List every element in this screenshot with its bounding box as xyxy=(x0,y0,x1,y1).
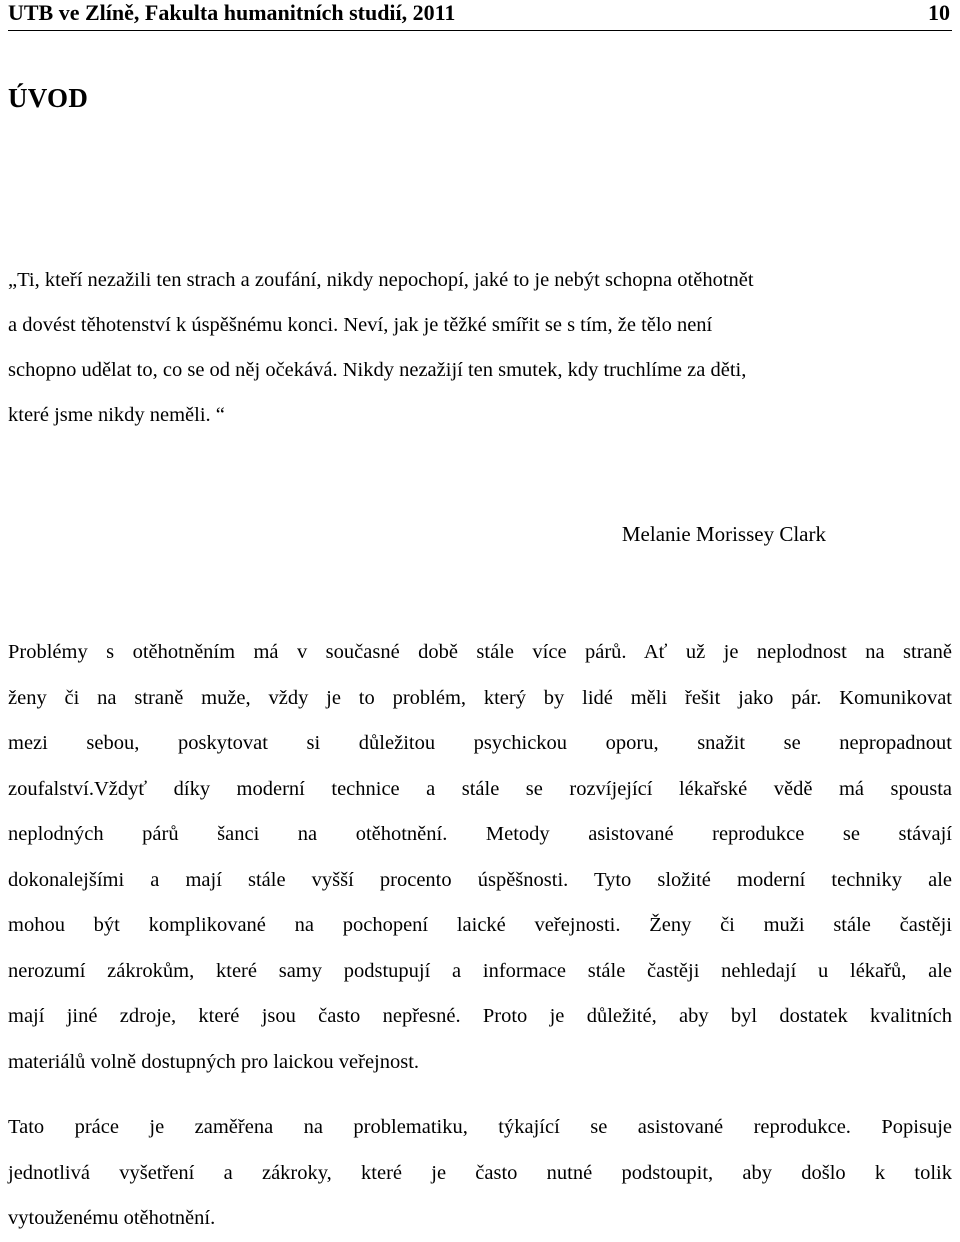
paragraph-line: zoufalství.Vždyť díky moderní technice a stále se rozvíjející lékařské vědě má spousta xyxy=(8,777,952,800)
page-number: 10 xyxy=(928,0,950,25)
epigraph-line: které jsme nikdy neměli. “ xyxy=(8,404,225,426)
body-paragraph xyxy=(8,630,952,1085)
header-title: UTB ve Zlíně, Fakulta humanitních studií, 2011 xyxy=(8,0,456,25)
paragraph-line: ženy či na straně muže, vždy je to problém, který by lidé měli řešit jako pár. Komunikovat xyxy=(8,686,952,709)
paragraph-line: nerozumí zákrokům, které samy podstupují a informace stále častěji nehledají u lékařů, ale xyxy=(8,959,952,982)
paragraph-line: mají jiné zdroje, které jsou často nepřesné. Proto je důležité, aby byl dostatek kvalitních xyxy=(8,1005,952,1027)
document-page xyxy=(8,0,952,1229)
paragraph-line: Problémy s otěhotněním má v současné době stále více párů. Ať už je neplodnost na straně xyxy=(8,641,952,663)
epigraph-line: schopno udělat to, co se od něj očekává. Nikdy nezažijí ten smutek, kdy truchlíme za děti, xyxy=(8,359,747,381)
chapter-heading: ÚVOD xyxy=(8,83,89,113)
paragraph-line: mohou být komplikované na pochopení laické veřejnosti. Ženy či muži stále častěji xyxy=(8,914,952,936)
body-paragraph xyxy=(8,1105,952,1242)
paragraph-line: dokonalejšími a mají stále vyšší procento úspěšnosti. Tyto složité moderní techniky ale xyxy=(8,868,952,891)
epigraph-line: „Ti, kteří nezažili ten strach a zoufání, nikdy nepochopí, jaké to je nebýt schopna otěhotnět xyxy=(8,269,754,291)
paragraph-line: Tato práce je zaměřena na problematiku, týkající se asistované reprodukce. Popisuje xyxy=(8,1116,952,1138)
paragraph-line: jednotlivá vyšetření a zákroky, které je často nutné podstoupit, aby došlo k tolik xyxy=(8,1161,952,1184)
paragraph-line: mezi sebou, poskytovat si důležitou psychickou oporu, snažit se nepropadnout xyxy=(8,732,952,754)
epigraph-line: a dovést těhotenství k úspěšnému konci. Neví, jak je těžké smířit se s tím, že tělo není xyxy=(8,314,713,336)
paragraph-line: neplodných párů šanci na otěhotnění. Metody asistované reprodukce se stávají xyxy=(8,823,952,845)
epigraph-quote xyxy=(8,258,952,438)
epigraph-author: Melanie Morissey Clark xyxy=(621,522,826,546)
paragraph-line: materiálů volně dostupných pro laickou veřejnost. xyxy=(8,1050,420,1073)
paragraph-line: vytouženému otěhotnění. xyxy=(8,1207,216,1229)
running-header xyxy=(8,0,952,31)
